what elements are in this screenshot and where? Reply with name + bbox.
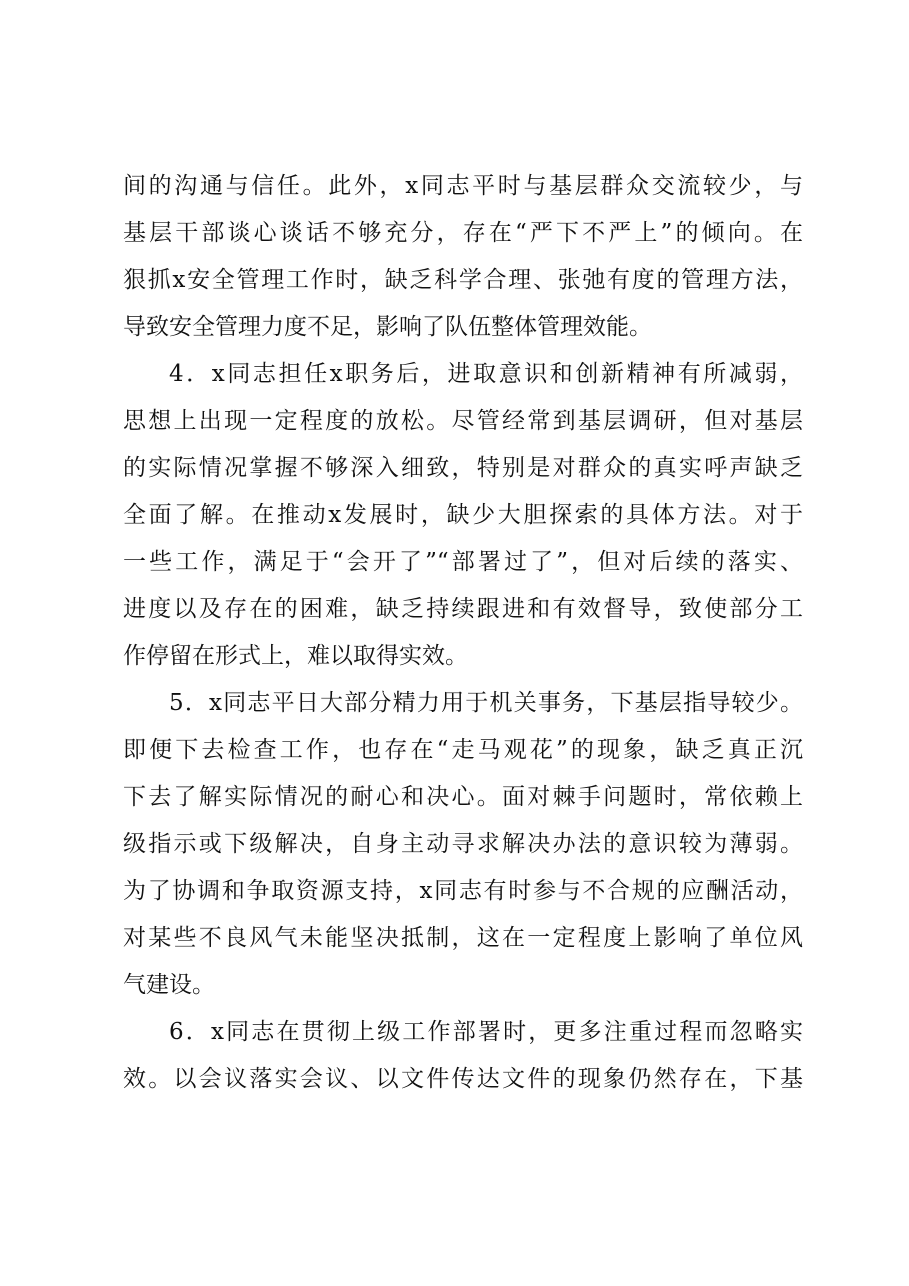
text-line: 对某些不良风气未能坚决抵制，这在一定程度上影响了单位风 [123, 925, 803, 951]
text-line: 下去了解实际情况的耐心和决心。面对棘手问题时，常依赖上 [123, 784, 803, 810]
text-line: 基层干部谈心谈话不够充分，存在“严下不严上”的倾向。在 [123, 220, 803, 246]
text-line: 为了协调和争取资源支持，x同志有时参与不合规的应酬活动， [123, 878, 803, 904]
text-line: 狠抓x安全管理工作时，缺乏科学合理、张弛有度的管理方法， [123, 267, 803, 293]
text-line: 间的沟通与信任。此外，x同志平时与基层群众交流较少，与 [123, 173, 803, 199]
paragraph-6-start: 6．x同志在贯彻上级工作部署时，更多注重过程而忽略实 [169, 1019, 803, 1045]
text-line: 导致安全管理力度不足，影响了队伍整体管理效能。 [123, 314, 652, 340]
text-line: 作停留在形式上，难以取得实效。 [123, 643, 468, 669]
paragraph-5-start: 5．x同志平日大部分精力用于机关事务，下基层指导较少。 [169, 690, 803, 716]
text-line: 思想上出现一定程度的放松。尽管经常到基层调研，但对基层 [123, 408, 803, 434]
text-line: 全面了解。在推动x发展时，缺少大胆探索的具体方法。对于 [123, 502, 803, 528]
text-line: 的实际情况掌握不够深入细致，特别是对群众的真实呼声缺乏 [123, 455, 803, 481]
text-line: 级指示或下级解决，自身主动寻求解决办法的意识较为薄弱。 [123, 831, 803, 857]
text-line: 气建设。 [123, 972, 215, 998]
text-line: 一些工作，满足于“会开了”“部署过了”，但对后续的落实、 [123, 549, 803, 575]
document-body [123, 163, 803, 1103]
text-line: 效。以会议落实会议、以文件传达文件的现象仍然存在，下基 [123, 1066, 803, 1092]
text-line: 进度以及存在的困难，缺乏持续跟进和有效督导，致使部分工 [123, 596, 803, 622]
text-line: 即便下去检查工作，也存在“走马观花”的现象，缺乏真正沉 [123, 737, 803, 763]
paragraph-4-start: 4．x同志担任x职务后，进取意识和创新精神有所减弱， [169, 361, 803, 387]
